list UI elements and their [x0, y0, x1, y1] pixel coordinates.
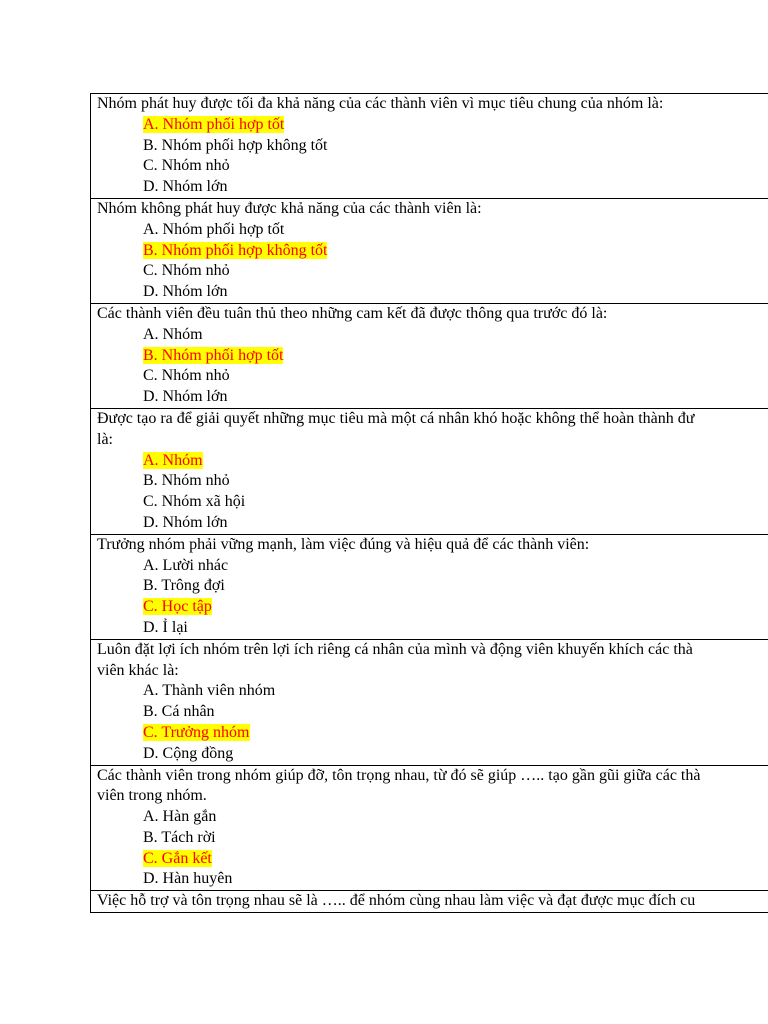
answer-option-correct: [143, 346, 768, 367]
answer-option-correct: [143, 597, 768, 618]
question-text: Nhóm phát huy được tối đa khả năng của các thành viên vì mục tiêu chung của nhóm là:: [97, 95, 664, 112]
question-cell: [91, 303, 768, 408]
question-text: Trưởng nhóm phải vững mạnh, làm việc đúng và hiệu quả để các thành viên:: [97, 535, 590, 553]
option-label: B. Tách rời: [143, 828, 216, 846]
option-label: B. Nhóm nhỏ: [143, 472, 230, 490]
question-row: [91, 765, 768, 891]
question-row: [91, 94, 768, 199]
option-label: A. Lười nhác: [143, 556, 229, 574]
quiz-table: [90, 93, 768, 913]
question-text-line-2: viên trong nhóm.: [97, 787, 207, 805]
answer-option: [143, 492, 768, 513]
option-label: A. Nhóm: [143, 451, 203, 469]
question-row: [91, 891, 768, 913]
answer-option: [143, 618, 768, 639]
option-label: C. Nhóm nhỏ: [143, 157, 230, 175]
answer-option: [143, 366, 768, 387]
answer-option: [143, 681, 768, 702]
option-label: A. Hàn gắn: [143, 808, 217, 826]
answer-option: [143, 282, 768, 303]
question-text: Việc hỗ trợ và tôn trọng nhau sẽ là ….. để nhóm cùng nhau làm việc và đạt được mục đích cu: [97, 892, 696, 910]
answer-option: [143, 471, 768, 492]
option-label: C. Gắn kết: [143, 849, 212, 867]
answer-option: [143, 156, 768, 177]
option-label: C. Học tập: [143, 598, 212, 616]
answer-option: [143, 177, 768, 198]
answer-option: [143, 828, 768, 849]
option-label: D. Hàn huyên: [143, 870, 233, 888]
answer-option: [143, 556, 768, 577]
option-label: D. Nhóm lớn: [143, 178, 228, 196]
answer-option-correct: [143, 451, 768, 472]
option-label: C. Nhóm nhỏ: [143, 367, 230, 385]
question-text: Các thành viên đều tuân thủ theo những cam kết đã được thông qua trước đó là:: [97, 304, 608, 322]
option-label: C. Trưởng nhóm: [143, 723, 250, 741]
answer-option: [143, 744, 768, 765]
option-label: B. Nhóm phối hợp tốt: [143, 346, 284, 364]
question-cell: [91, 891, 768, 913]
answer-option: [143, 513, 768, 534]
option-label: B. Trông đợi: [143, 577, 225, 595]
answer-option-correct: [143, 241, 768, 262]
answer-option-correct: [143, 115, 768, 136]
option-label: C. Nhóm xã hội: [143, 493, 246, 511]
question-text-line-2: viên khác là:: [97, 661, 179, 679]
option-label: D. Nhóm lớn: [143, 388, 228, 406]
answer-option: [143, 702, 768, 723]
question-cell: [91, 765, 768, 891]
question-text-line-2: là:: [97, 430, 113, 448]
question-row: [91, 534, 768, 639]
answer-option: [143, 325, 768, 346]
answer-option-correct: [143, 849, 768, 870]
answer-option: [143, 387, 768, 408]
question-row: [91, 198, 768, 303]
question-cell: [91, 94, 768, 199]
option-label: B. Cá nhân: [143, 703, 215, 721]
question-cell: [91, 198, 768, 303]
question-row: [91, 303, 768, 408]
question-cell: [91, 534, 768, 639]
option-label: B. Nhóm phối hợp không tốt: [143, 136, 328, 154]
answer-option: [143, 220, 768, 241]
option-label: D. Nhóm lớn: [143, 283, 228, 301]
question-text: Nhóm không phát huy được khả năng của các thành viên là:: [97, 199, 482, 217]
question-row: [91, 408, 768, 534]
answer-option: [143, 869, 768, 890]
option-label: A. Nhóm phối hợp tốt: [143, 115, 285, 133]
question-cell: [91, 639, 768, 765]
question-row: [91, 639, 768, 765]
option-label: D. Ỉ lại: [143, 618, 188, 636]
answer-option: [143, 136, 768, 157]
question-cell: [91, 408, 768, 534]
question-text-line-1: Được tạo ra để giải quyết những mục tiêu mà một cá nhân khó hoặc không thể hoàn thành đư: [97, 409, 695, 427]
option-label: D. Cộng đồng: [143, 744, 234, 762]
option-label: C. Nhóm nhỏ: [143, 262, 230, 280]
answer-option: [143, 576, 768, 597]
option-label: A. Nhóm: [143, 325, 203, 343]
answer-option: [143, 261, 768, 282]
option-label: A. Nhóm phối hợp tốt: [143, 220, 285, 238]
answer-option-correct: [143, 723, 768, 744]
answer-option: [143, 807, 768, 828]
option-label: D. Nhóm lớn: [143, 513, 228, 531]
question-text-line-1: Các thành viên trong nhóm giúp đỡ, tôn trọng nhau, từ đó sẽ giúp ….. tạo gần gũi giữa các thà: [97, 766, 701, 784]
option-label: A. Thành viên nhóm: [143, 682, 276, 700]
option-label: B. Nhóm phối hợp không tốt: [143, 241, 328, 259]
question-text-line-1: Luôn đặt lợi ích nhóm trên lợi ích riêng cá nhân của mình và động viên khuyến khích các thà: [97, 640, 693, 658]
